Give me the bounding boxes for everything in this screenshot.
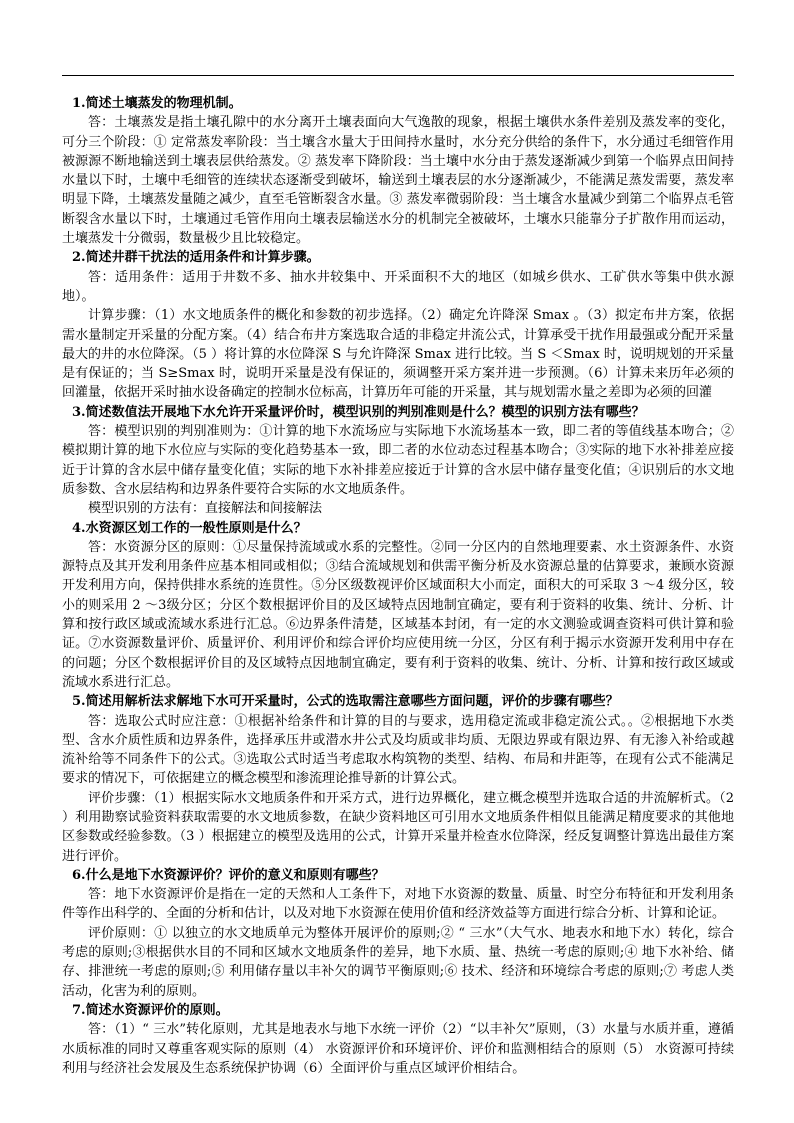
- question-title: 3.简述数值法开展地下水允许开采量评价时，模型识别的判别准则是什么？模型的识别方法有哪些？: [72, 404, 645, 420]
- answer-paragraph: 答：适用条件：适用于井数不多、抽水井较集中、开采面积不大的地区（如城乡供水、工矿供水等集中供水源地）。: [62, 269, 734, 304]
- answer-paragraph: 答：模型识别的判别准则为：①计算的地下水流场应与实际地下水流场基本一致，即二者的等值线基本吻合；②模拟期计算的地下水位应与实际的变化趋势基本一致，即二者的水位动态过程基本吻合；③实际的地下水补排差应接近于计算的含水层中储存量变化值；实际的地下水补排差应接近于计算的含水层中储存量变化值；④识别后的水文地质参数、含水层结构和边界条件要符合实际的水文地质条件。: [62, 424, 734, 497]
- answer-paragraph: 答：水资源分区的原则：①尽量保持流域或水系的完整性。②同一分区内的自然地理要素、水土资源条件、水资源特点及其开发利用条件应基本相同或相似；③结合流域规划和供需平衡分析及水资源总量的估算要求，兼顾水资源开发利用方向，保持供排水系统的连贯性。⑤分区级数视评价区域面积大小而定，面积大的可采取 3 ～4 级分区，较小的则采用 2 ～3级分区；分区个数根据评价目的及区域特点因地制宜确定，要有利于资料的收集、统计、分析、计算和按行政区域或流域水系进行汇总。⑥边界条件清楚，区域基本封闭，有一定的水文测验或调查资料可供计算和验证。⑦水资源数量评价、质量评价、利用评价和综合评价均应使用统一分区，分区有利于揭示水资源开发利用中存在的问题；分区个数根据评价目的及区域特点因地制宜确定，要有利于资料的收集、统计、分析、计算和按行政区域或流域水系进行汇总。: [62, 539, 734, 690]
- answer-paragraph: 评价原则：① 以独立的水文地质单元为整体开展评价的原则;② “ 三水”（大气水、地表水和地下水）转化，综合考虑的原则;③根据供水目的不同和区域水文地质条件的差异，地下水质、量、热统一考虑的原则;④ 地下水补给、储存、排泄统一考虑的原则;⑤ 利用储存量以丰补欠的调节平衡原则;⑥ 技术、经济和环境综合考虑的原则;⑦ 考虑人类活动，化害为利的原则。: [62, 925, 734, 999]
- answer-paragraph: 答：地下水资源评价是指在一定的天然和人工条件下，对地下水资源的数量、质量、时空分布特征和开发利用条件等作出科学的、全面的分析和估计，以及对地下水资源在使用价值和经济效益等方面进行综合分析、计算和论证。: [62, 887, 734, 922]
- answer-paragraph: 计算步骤：（1）水文地质条件的概化和参数的初步选择。（2）确定允许降深 Smax 。（3）拟定布井方案，依据需水量制定开采量的分配方案。（4）结合布井方案选取合适的非稳定井流公式，计算承受干扰作用最强或分配开采量最大的井的水位降深。（5 ）将计算的水位降深 S 与允许降深 Smax 进行比较。当 S ＜Smax 时，说明规划的开采量是有保证的；当 S≥Smax 时，说明开采量是没有保证的，须调整开采方案并进一步预测。（6）计算未来历年必须的回灌量，依据开采时抽水设备确定的控制水位标高，计算历年可能的开采量，其与规划需水量之差即为必须的回灌: [62, 308, 734, 401]
- question-title: 5.简述用解析法求解地下水可开采量时，公式的选取需注意哪些方面问题，评价的步骤有哪些？: [72, 694, 619, 710]
- answer-paragraph: 答：土壤蒸发是指土壤孔隙中的水分离开土壤表面向大气逸散的现象，根据土壤供水条件差别及蒸发率的变化，可分三个阶段：① 定常蒸发率阶段：当土壤含水量大于田间持水量时，水分充分供给的条件下，水分通过毛细管作用被源源不断地输送到土壤表层供给蒸发。② 蒸发率下降阶段：当土壤中水分由于蒸发逐渐减少到第一个临界点田间持水量以下时，土壤中毛细管的连续状态逐渐受到破坏，输送到土壤表层的水分逐渐减少，不能满足蒸发需要，蒸发率明显下降，土壤蒸发量随之减少，直至毛管断裂含水量。③ 蒸发率微弱阶段：当土壤含水量减少到第二个临界点毛管断裂含水量以下时，土壤通过毛管作用向土壤表层输送水分的机制完全被破坏，土壤水只能靠分子扩散作用而运动，土壤蒸发十分微弱，数量极少且比较稳定。: [62, 115, 734, 247]
- answer-paragraph: 答：（1）“ 三水”转化原则，尤其是地表水与地下水统一评价（2）“以丰补欠”原则，（3）水量与水质并重，遵循水质标准的同时又尊重客观实际的原则（4） 水资源评价和环境评价、评价和监测相结合的原则（5） 水资源可持续利用与经济社会发展及生态系统保护协调（6）全面评价与重点区域评价相结合。: [62, 1022, 734, 1076]
- document-body: [62, 94, 734, 1078]
- question-title: 4.水资源区划工作的一般性原则是什么？: [72, 520, 307, 536]
- question-title: 7.简述水资源评价的原则。: [72, 1002, 229, 1018]
- question-title: 2.简述井群干扰法的适用条件和计算步骤。: [72, 250, 320, 266]
- answer-paragraph: 模型识别的方法有：直接解法和间接解法: [88, 501, 323, 517]
- answer-paragraph: 评价步骤：（1）根据实际水文地质条件和开采方式，进行边界概化，建立概念模型并选取合适的井流解析式。（2 ）利用勘察试验资料获取需要的水文地质参数，在缺少资料地区可引用水文地质条件相似且能满足精度要求的其他地区参数或经验参数。（3 ）根据建立的模型及选用的公式，计算开采量并检查水位降深，经反复调整计算选出最佳方案进行评价。: [62, 790, 734, 864]
- question-title: 6.什么是地下水资源评价？评价的意义和原则有哪些？: [72, 867, 385, 883]
- question-title: 1.简述土壤蒸发的物理机制。: [72, 96, 242, 111]
- answer-paragraph: 答：选取公式时应注意：①根据补给条件和计算的目的与要求，选用稳定流或非稳定流公式。。②根据地下水类型、含水介质性质和边界条件，选择承压井或潜水井公式及均质或非均质、无限边界或有限边界、有无渗入补给或越流补给等不同条件下的公式。③选取公式时适当考虑取水构筑物的类型、结构、布局和井距等，在现有公式不能满足要求的情况下，可依据建立的概念模型和渗流理论推导新的计算公式。: [62, 713, 734, 787]
- header-rule: [62, 75, 734, 76]
